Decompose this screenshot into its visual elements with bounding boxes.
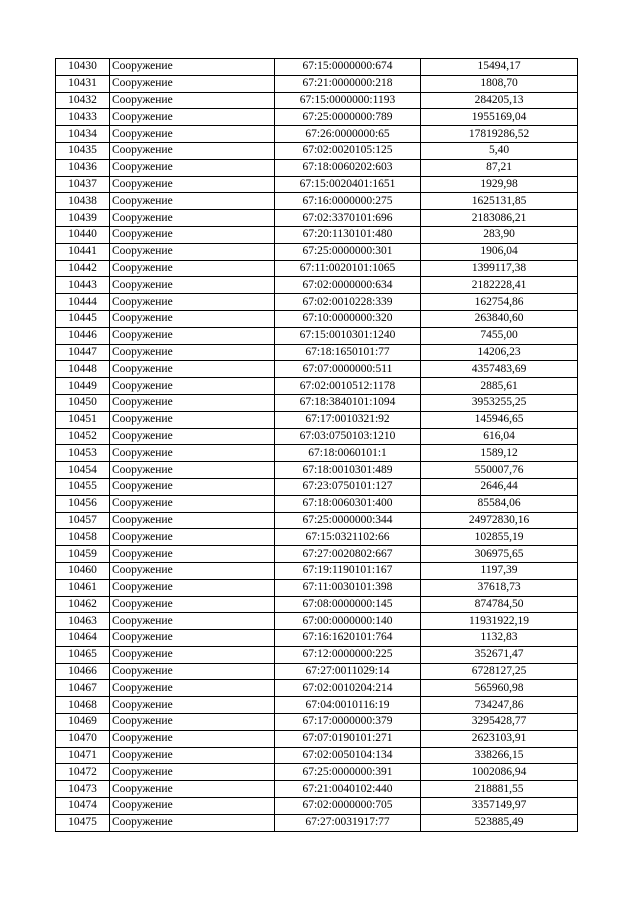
row-number-cell: 10437: [56, 176, 110, 193]
value-cell: 3357149,97: [421, 798, 578, 815]
object-type-cell: Сооружение: [110, 680, 275, 697]
table-row: [56, 142, 578, 159]
table-row: [56, 680, 578, 697]
object-type-cell: Сооружение: [110, 562, 275, 579]
value-cell: 14206,23: [421, 344, 578, 361]
row-number-cell: 10460: [56, 562, 110, 579]
row-number-cell: 10459: [56, 546, 110, 563]
row-number-cell: 10452: [56, 428, 110, 445]
row-number-cell: 10435: [56, 142, 110, 159]
row-number-cell: 10440: [56, 226, 110, 243]
cadastral-number-cell: 67:02:0010204:214: [275, 680, 421, 697]
value-cell: 2885,61: [421, 378, 578, 395]
row-number-cell: 10439: [56, 210, 110, 227]
object-type-cell: Сооружение: [110, 378, 275, 395]
cadastral-number-cell: 67:02:0000000:634: [275, 277, 421, 294]
value-cell: 284205,13: [421, 92, 578, 109]
object-type-cell: Сооружение: [110, 478, 275, 495]
value-cell: 1002086,94: [421, 764, 578, 781]
value-cell: 11931922,19: [421, 613, 578, 630]
cadastral-number-cell: 67:15:0010301:1240: [275, 327, 421, 344]
cadastral-number-cell: 67:16:1620101:764: [275, 630, 421, 647]
cadastral-number-cell: 67:00:0000000:140: [275, 613, 421, 630]
value-cell: 2646,44: [421, 478, 578, 495]
row-number-cell: 10464: [56, 630, 110, 647]
table-row: [56, 310, 578, 327]
value-cell: 24972830,16: [421, 512, 578, 529]
row-number-cell: 10467: [56, 680, 110, 697]
row-number-cell: 10474: [56, 798, 110, 815]
registry-table: [55, 58, 578, 832]
value-cell: 283,90: [421, 226, 578, 243]
cadastral-number-cell: 67:17:0010321:92: [275, 411, 421, 428]
row-number-cell: 10441: [56, 243, 110, 260]
value-cell: 3295428,77: [421, 714, 578, 731]
registry-table-body: [56, 59, 578, 832]
value-cell: 145946,65: [421, 411, 578, 428]
object-type-cell: Сооружение: [110, 445, 275, 462]
table-row: [56, 361, 578, 378]
object-type-cell: Сооружение: [110, 646, 275, 663]
value-cell: 85584,06: [421, 495, 578, 512]
row-number-cell: 10461: [56, 579, 110, 596]
table-row: [56, 294, 578, 311]
table-row: [56, 445, 578, 462]
cadastral-number-cell: 67:15:0020401:1651: [275, 176, 421, 193]
cadastral-number-cell: 67:18:0010301:489: [275, 462, 421, 479]
value-cell: 338266,15: [421, 747, 578, 764]
object-type-cell: Сооружение: [110, 344, 275, 361]
object-type-cell: Сооружение: [110, 781, 275, 798]
row-number-cell: 10438: [56, 193, 110, 210]
row-number-cell: 10447: [56, 344, 110, 361]
row-number-cell: 10463: [56, 613, 110, 630]
object-type-cell: Сооружение: [110, 142, 275, 159]
cadastral-number-cell: 67:12:0000000:225: [275, 646, 421, 663]
cadastral-number-cell: 67:25:0000000:301: [275, 243, 421, 260]
object-type-cell: Сооружение: [110, 159, 275, 176]
value-cell: 7455,00: [421, 327, 578, 344]
table-row: [56, 394, 578, 411]
table-row: [56, 462, 578, 479]
object-type-cell: Сооружение: [110, 277, 275, 294]
object-type-cell: Сооружение: [110, 529, 275, 546]
cadastral-number-cell: 67:11:0020101:1065: [275, 260, 421, 277]
table-row: [56, 529, 578, 546]
object-type-cell: Сооружение: [110, 630, 275, 647]
value-cell: 1132,83: [421, 630, 578, 647]
cadastral-number-cell: 67:02:0010512:1178: [275, 378, 421, 395]
cadastral-number-cell: 67:18:0060202:603: [275, 159, 421, 176]
object-type-cell: Сооружение: [110, 210, 275, 227]
cadastral-number-cell: 67:15:0000000:1193: [275, 92, 421, 109]
value-cell: 1808,70: [421, 75, 578, 92]
object-type-cell: Сооружение: [110, 361, 275, 378]
value-cell: 2183086,21: [421, 210, 578, 227]
value-cell: 874784,50: [421, 596, 578, 613]
object-type-cell: Сооружение: [110, 579, 275, 596]
cadastral-number-cell: 67:27:0011029:14: [275, 663, 421, 680]
table-row: [56, 596, 578, 613]
row-number-cell: 10432: [56, 92, 110, 109]
table-row: [56, 613, 578, 630]
row-number-cell: 10465: [56, 646, 110, 663]
table-row: [56, 92, 578, 109]
table-row: [56, 344, 578, 361]
object-type-cell: Сооружение: [110, 226, 275, 243]
object-type-cell: Сооружение: [110, 327, 275, 344]
row-number-cell: 10434: [56, 126, 110, 143]
row-number-cell: 10473: [56, 781, 110, 798]
table-row: [56, 579, 578, 596]
table-row: [56, 226, 578, 243]
value-cell: 263840,60: [421, 310, 578, 327]
value-cell: 37618,73: [421, 579, 578, 596]
value-cell: 523885,49: [421, 814, 578, 831]
table-row: [56, 327, 578, 344]
cadastral-number-cell: 67:26:0000000:65: [275, 126, 421, 143]
table-row: [56, 512, 578, 529]
table-row: [56, 747, 578, 764]
value-cell: 1955169,04: [421, 109, 578, 126]
row-number-cell: 10455: [56, 478, 110, 495]
value-cell: 1399117,38: [421, 260, 578, 277]
table-row: [56, 495, 578, 512]
table-row: [56, 630, 578, 647]
row-number-cell: 10472: [56, 764, 110, 781]
row-number-cell: 10462: [56, 596, 110, 613]
object-type-cell: Сооружение: [110, 92, 275, 109]
value-cell: 5,40: [421, 142, 578, 159]
cadastral-number-cell: 67:25:0000000:789: [275, 109, 421, 126]
object-type-cell: Сооружение: [110, 193, 275, 210]
object-type-cell: Сооружение: [110, 596, 275, 613]
table-row: [56, 411, 578, 428]
row-number-cell: 10445: [56, 310, 110, 327]
value-cell: 102855,19: [421, 529, 578, 546]
object-type-cell: Сооружение: [110, 294, 275, 311]
row-number-cell: 10453: [56, 445, 110, 462]
cadastral-number-cell: 67:16:0000000:275: [275, 193, 421, 210]
object-type-cell: Сооружение: [110, 59, 275, 76]
table-row: [56, 798, 578, 815]
row-number-cell: 10456: [56, 495, 110, 512]
object-type-cell: Сооружение: [110, 260, 275, 277]
row-number-cell: 10448: [56, 361, 110, 378]
value-cell: 1625131,85: [421, 193, 578, 210]
cadastral-number-cell: 67:08:0000000:145: [275, 596, 421, 613]
row-number-cell: 10466: [56, 663, 110, 680]
table-row: [56, 646, 578, 663]
cadastral-number-cell: 67:11:0030101:398: [275, 579, 421, 596]
object-type-cell: Сооружение: [110, 176, 275, 193]
table-row: [56, 814, 578, 831]
row-number-cell: 10450: [56, 394, 110, 411]
object-type-cell: Сооружение: [110, 109, 275, 126]
row-number-cell: 10468: [56, 697, 110, 714]
row-number-cell: 10431: [56, 75, 110, 92]
value-cell: 218881,55: [421, 781, 578, 798]
value-cell: 2182228,41: [421, 277, 578, 294]
cadastral-number-cell: 67:27:0031917:77: [275, 814, 421, 831]
table-row: [56, 714, 578, 731]
value-cell: 3953255,25: [421, 394, 578, 411]
cadastral-number-cell: 67:15:0000000:674: [275, 59, 421, 76]
cadastral-number-cell: 67:19:1190101:167: [275, 562, 421, 579]
object-type-cell: Сооружение: [110, 462, 275, 479]
value-cell: 1929,98: [421, 176, 578, 193]
value-cell: 87,21: [421, 159, 578, 176]
cadastral-number-cell: 67:20:1130101:480: [275, 226, 421, 243]
object-type-cell: Сооружение: [110, 512, 275, 529]
value-cell: 1906,04: [421, 243, 578, 260]
table-row: [56, 126, 578, 143]
object-type-cell: Сооружение: [110, 798, 275, 815]
table-row: [56, 277, 578, 294]
value-cell: 306975,65: [421, 546, 578, 563]
table-row: [56, 781, 578, 798]
cadastral-number-cell: 67:21:0040102:440: [275, 781, 421, 798]
cadastral-number-cell: 67:02:0000000:705: [275, 798, 421, 815]
cadastral-number-cell: 67:27:0020802:667: [275, 546, 421, 563]
row-number-cell: 10446: [56, 327, 110, 344]
row-number-cell: 10470: [56, 730, 110, 747]
row-number-cell: 10451: [56, 411, 110, 428]
value-cell: 565960,98: [421, 680, 578, 697]
cadastral-number-cell: 67:02:0020105:125: [275, 142, 421, 159]
cadastral-number-cell: 67:23:0750101:127: [275, 478, 421, 495]
object-type-cell: Сооружение: [110, 697, 275, 714]
object-type-cell: Сооружение: [110, 75, 275, 92]
table-row: [56, 730, 578, 747]
cadastral-number-cell: 67:18:1650101:77: [275, 344, 421, 361]
table-row: [56, 176, 578, 193]
row-number-cell: 10436: [56, 159, 110, 176]
object-type-cell: Сооружение: [110, 310, 275, 327]
value-cell: 17819286,52: [421, 126, 578, 143]
object-type-cell: Сооружение: [110, 243, 275, 260]
row-number-cell: 10433: [56, 109, 110, 126]
table-row: [56, 243, 578, 260]
table-row: [56, 75, 578, 92]
cadastral-number-cell: 67:07:0190101:271: [275, 730, 421, 747]
cadastral-number-cell: 67:25:0000000:344: [275, 512, 421, 529]
cadastral-number-cell: 67:03:0750103:1210: [275, 428, 421, 445]
table-row: [56, 697, 578, 714]
table-row: [56, 109, 578, 126]
object-type-cell: Сооружение: [110, 663, 275, 680]
row-number-cell: 10442: [56, 260, 110, 277]
object-type-cell: Сооружение: [110, 613, 275, 630]
row-number-cell: 10444: [56, 294, 110, 311]
cadastral-number-cell: 67:15:0321102:66: [275, 529, 421, 546]
table-row: [56, 159, 578, 176]
cadastral-number-cell: 67:18:3840101:1094: [275, 394, 421, 411]
row-number-cell: 10475: [56, 814, 110, 831]
cadastral-number-cell: 67:17:0000000:379: [275, 714, 421, 731]
object-type-cell: Сооружение: [110, 394, 275, 411]
cadastral-number-cell: 67:07:0000000:511: [275, 361, 421, 378]
value-cell: 1197,39: [421, 562, 578, 579]
cadastral-number-cell: 67:02:3370101:696: [275, 210, 421, 227]
row-number-cell: 10469: [56, 714, 110, 731]
cadastral-number-cell: 67:04:0010116:19: [275, 697, 421, 714]
row-number-cell: 10457: [56, 512, 110, 529]
value-cell: 4357483,69: [421, 361, 578, 378]
row-number-cell: 10458: [56, 529, 110, 546]
object-type-cell: Сооружение: [110, 814, 275, 831]
object-type-cell: Сооружение: [110, 428, 275, 445]
table-row: [56, 260, 578, 277]
row-number-cell: 10454: [56, 462, 110, 479]
value-cell: 15494,17: [421, 59, 578, 76]
value-cell: 616,04: [421, 428, 578, 445]
cadastral-number-cell: 67:18:0060101:1: [275, 445, 421, 462]
object-type-cell: Сооружение: [110, 714, 275, 731]
row-number-cell: 10430: [56, 59, 110, 76]
table-row: [56, 764, 578, 781]
table-row: [56, 193, 578, 210]
table-row: [56, 210, 578, 227]
value-cell: 734247,86: [421, 697, 578, 714]
table-row: [56, 663, 578, 680]
value-cell: 162754,86: [421, 294, 578, 311]
object-type-cell: Сооружение: [110, 411, 275, 428]
value-cell: 550007,76: [421, 462, 578, 479]
cadastral-number-cell: 67:25:0000000:391: [275, 764, 421, 781]
value-cell: 6728127,25: [421, 663, 578, 680]
cadastral-number-cell: 67:02:0050104:134: [275, 747, 421, 764]
object-type-cell: Сооружение: [110, 747, 275, 764]
row-number-cell: 10471: [56, 747, 110, 764]
row-number-cell: 10449: [56, 378, 110, 395]
cadastral-number-cell: 67:10:0000000:320: [275, 310, 421, 327]
object-type-cell: Сооружение: [110, 126, 275, 143]
object-type-cell: Сооружение: [110, 730, 275, 747]
table-row: [56, 428, 578, 445]
value-cell: 2623103,91: [421, 730, 578, 747]
table-row: [56, 59, 578, 76]
cadastral-number-cell: 67:21:0000000:218: [275, 75, 421, 92]
value-cell: 352671,47: [421, 646, 578, 663]
cadastral-number-cell: 67:18:0060301:400: [275, 495, 421, 512]
table-row: [56, 478, 578, 495]
table-row: [56, 562, 578, 579]
cadastral-number-cell: 67:02:0010228:339: [275, 294, 421, 311]
row-number-cell: 10443: [56, 277, 110, 294]
object-type-cell: Сооружение: [110, 495, 275, 512]
table-row: [56, 378, 578, 395]
object-type-cell: Сооружение: [110, 764, 275, 781]
value-cell: 1589,12: [421, 445, 578, 462]
object-type-cell: Сооружение: [110, 546, 275, 563]
table-row: [56, 546, 578, 563]
